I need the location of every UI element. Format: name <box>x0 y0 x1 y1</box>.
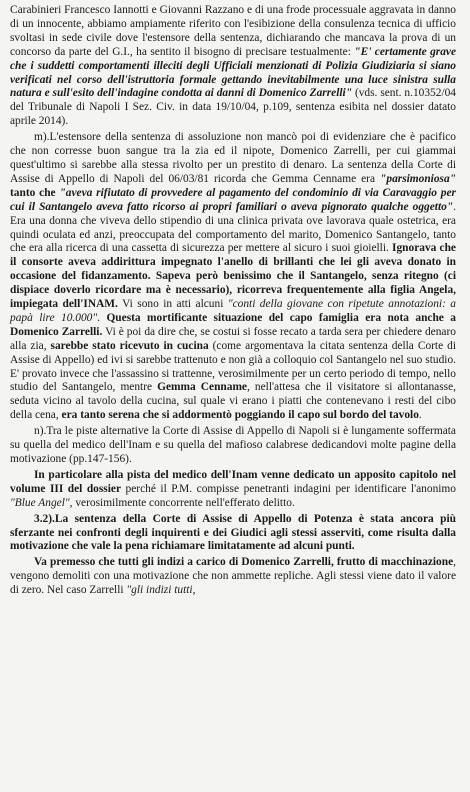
p2-run: tanto che <box>10 186 60 199</box>
p1-run: "E' certamente grave che i suddetti comportamenti illeciti degli Ufficiali menzionati di Polizia Giudiziaria si siano verificati nel corso dell'istruttoria formale gettando inevitabilmente una luce sinistra sulla natura e sull'esito dell'indagine condotta ai danni di Domenico Zarrelli" <box>10 45 456 100</box>
p2-run: . <box>97 311 107 324</box>
p2-run: "parsimoniosa" <box>380 172 456 185</box>
p2-run: Gemma Cenname <box>157 381 247 394</box>
p2-run: . Era una donna che viveva dello stipendio di una clinica privata ove lavorava quale ostetrica, era quindi oculata ed anzi, preoccupata del comportamento del marito, Domenico Santangelo, tanto che era alla ricerca di una cassetta di sicurezza per mettere al sicuro i suoi gioielli. <box>10 200 456 255</box>
p6-run: , vengono demoliti con una motivazione che non ammette repliche. Agli stessi viene dato il valore di zero. Nel caso Zarrelli <box>10 556 456 597</box>
p5-run: 3.2).La sentenza della Corte di Assise di Appello di Potenza è stata ancora più sferzante nei confronti degli inquirenti e dei Giudici agli stessi asserviti, come risulta dalla motivazione che vale la pena richiamare limitatamente ad alcuni punti. <box>10 512 456 553</box>
p1-run: Carabinieri Francesco Iannotti e Giovanni Razzano e di una frode processuale aggravata in danno di un innocente, abbiamo ampiamente riferito con l'esibizione della consulenza tecnica di ufficio svoltasi in sede civile dove l'estensore della sentenza, dichiarando che mancava la prova di un concorso da parte del G.I., ha sentito il bisogno di precisare testualmente: <box>10 4 456 58</box>
paragraph-n <box>10 425 456 467</box>
p2-run: , nell'attesa che il visitatore si allontanasse, seduta vicino al tavolo della cucina, sul quale vi erano i piatti che contenevano i resti del cibo della cena, <box>10 381 456 422</box>
paragraph-macchinazione <box>10 556 456 598</box>
p4-run: In particolare alla pista del medico dell'Inam venne dedicato un apposito capitolo nel volume III del dossier <box>10 468 456 495</box>
p2-run: Vi è poi da dire che, se costui si fosse recato a tarda sera per chiedere denaro alla zia, <box>10 325 456 352</box>
p2-run: Ignorava che il consorte aveva addirittura impegnato l'anello di brillanti che lei gli aveva donato in occasione del fidanzamento. Sapeva però benissimo che il Santangelo, senza ritegno (ci dispiace doverlo ricordare ma è necessario), ricorreva frequentemente alla figlia Angela, impiegata dell'INAM. <box>10 242 456 311</box>
p2-run: era tanto serena che si addormentò poggiando il capo sul bordo del tavolo <box>61 409 419 422</box>
paragraph-m <box>10 131 456 423</box>
p2-run: "aveva rifiutato di provvedere al pagamento del condominio di via Caravaggio per cui il Santangelo aveva fatto ricorso ai propri familiari o aveva pignorato qualche oggetto" <box>10 186 456 213</box>
p3-run: n).Tra le piste alternative la Corte di Assise di Appello di Napoli si è lungamente soffermata su quella del medico dell'Inam e su quella del mafioso calabrese dedicandovi molte pagine della motivazione (pp.147-156). <box>10 425 456 465</box>
paragraph-p1 <box>10 4 456 129</box>
section-3-2 <box>10 513 456 555</box>
p6-run: Va premesso che tutti gli indizi a carico di Domenico Zarrelli, frutto di macchinazione <box>34 556 454 569</box>
p2-run: sarebbe stato ricevuto in cucina <box>50 339 209 352</box>
p6-run: "gli indizi tutti, <box>126 584 196 597</box>
p2-run: Vi sono in atti alcuni <box>117 298 228 311</box>
p4-run: perché il P.M. compisse penetranti indagini per identificare l'anonimo <box>121 482 456 495</box>
p2-run: Questa mortificante situazione del capo famiglia era nota anche a Domenico Zarrelli. <box>10 311 456 338</box>
p4-run: , verosimilmente concorrente nell'efferato delitto. <box>69 496 295 509</box>
p2-run: "conti della giovane con ripetute annotazioni: a papà lire 10.000" <box>10 298 456 324</box>
p4-run: "Blue Angel" <box>10 496 70 509</box>
p2-run: m).L'estensore della sentenza di assoluzione non mancò poi di evidenziare che è pacifico che non corresse buon sangue tra la zia ed il nipote, Domenico Zarrelli, per cui giammai quest'ultimo si sarebbe alla stessa rivolto per un prestito di denaro. La sentenza della Corte di Assise di Appello di Napoli del 06/03/81 ricorda che Gemma Cenname era <box>10 131 456 185</box>
p2-run: (come argomentava la citata sentenza della Corte di Assise di Appello) ed ivi si sarebbe trattenuto e non già a colloquio col Santangelo nel suo studio. E' provato invece che l'assassino si trattenne, verosimilmente per un certo periodo di tempo, nello studio del Santangelo, mentre <box>10 339 456 394</box>
p1-run: (vds. sent. n.10352/04 del Tribunale di Napoli I Sez. Civ. in data 19/10/04, p.109, sentenza esibita nel dossier datato aprile 2014). <box>10 87 457 128</box>
p2-run: . <box>418 409 422 422</box>
paragraph-inam <box>10 469 456 511</box>
